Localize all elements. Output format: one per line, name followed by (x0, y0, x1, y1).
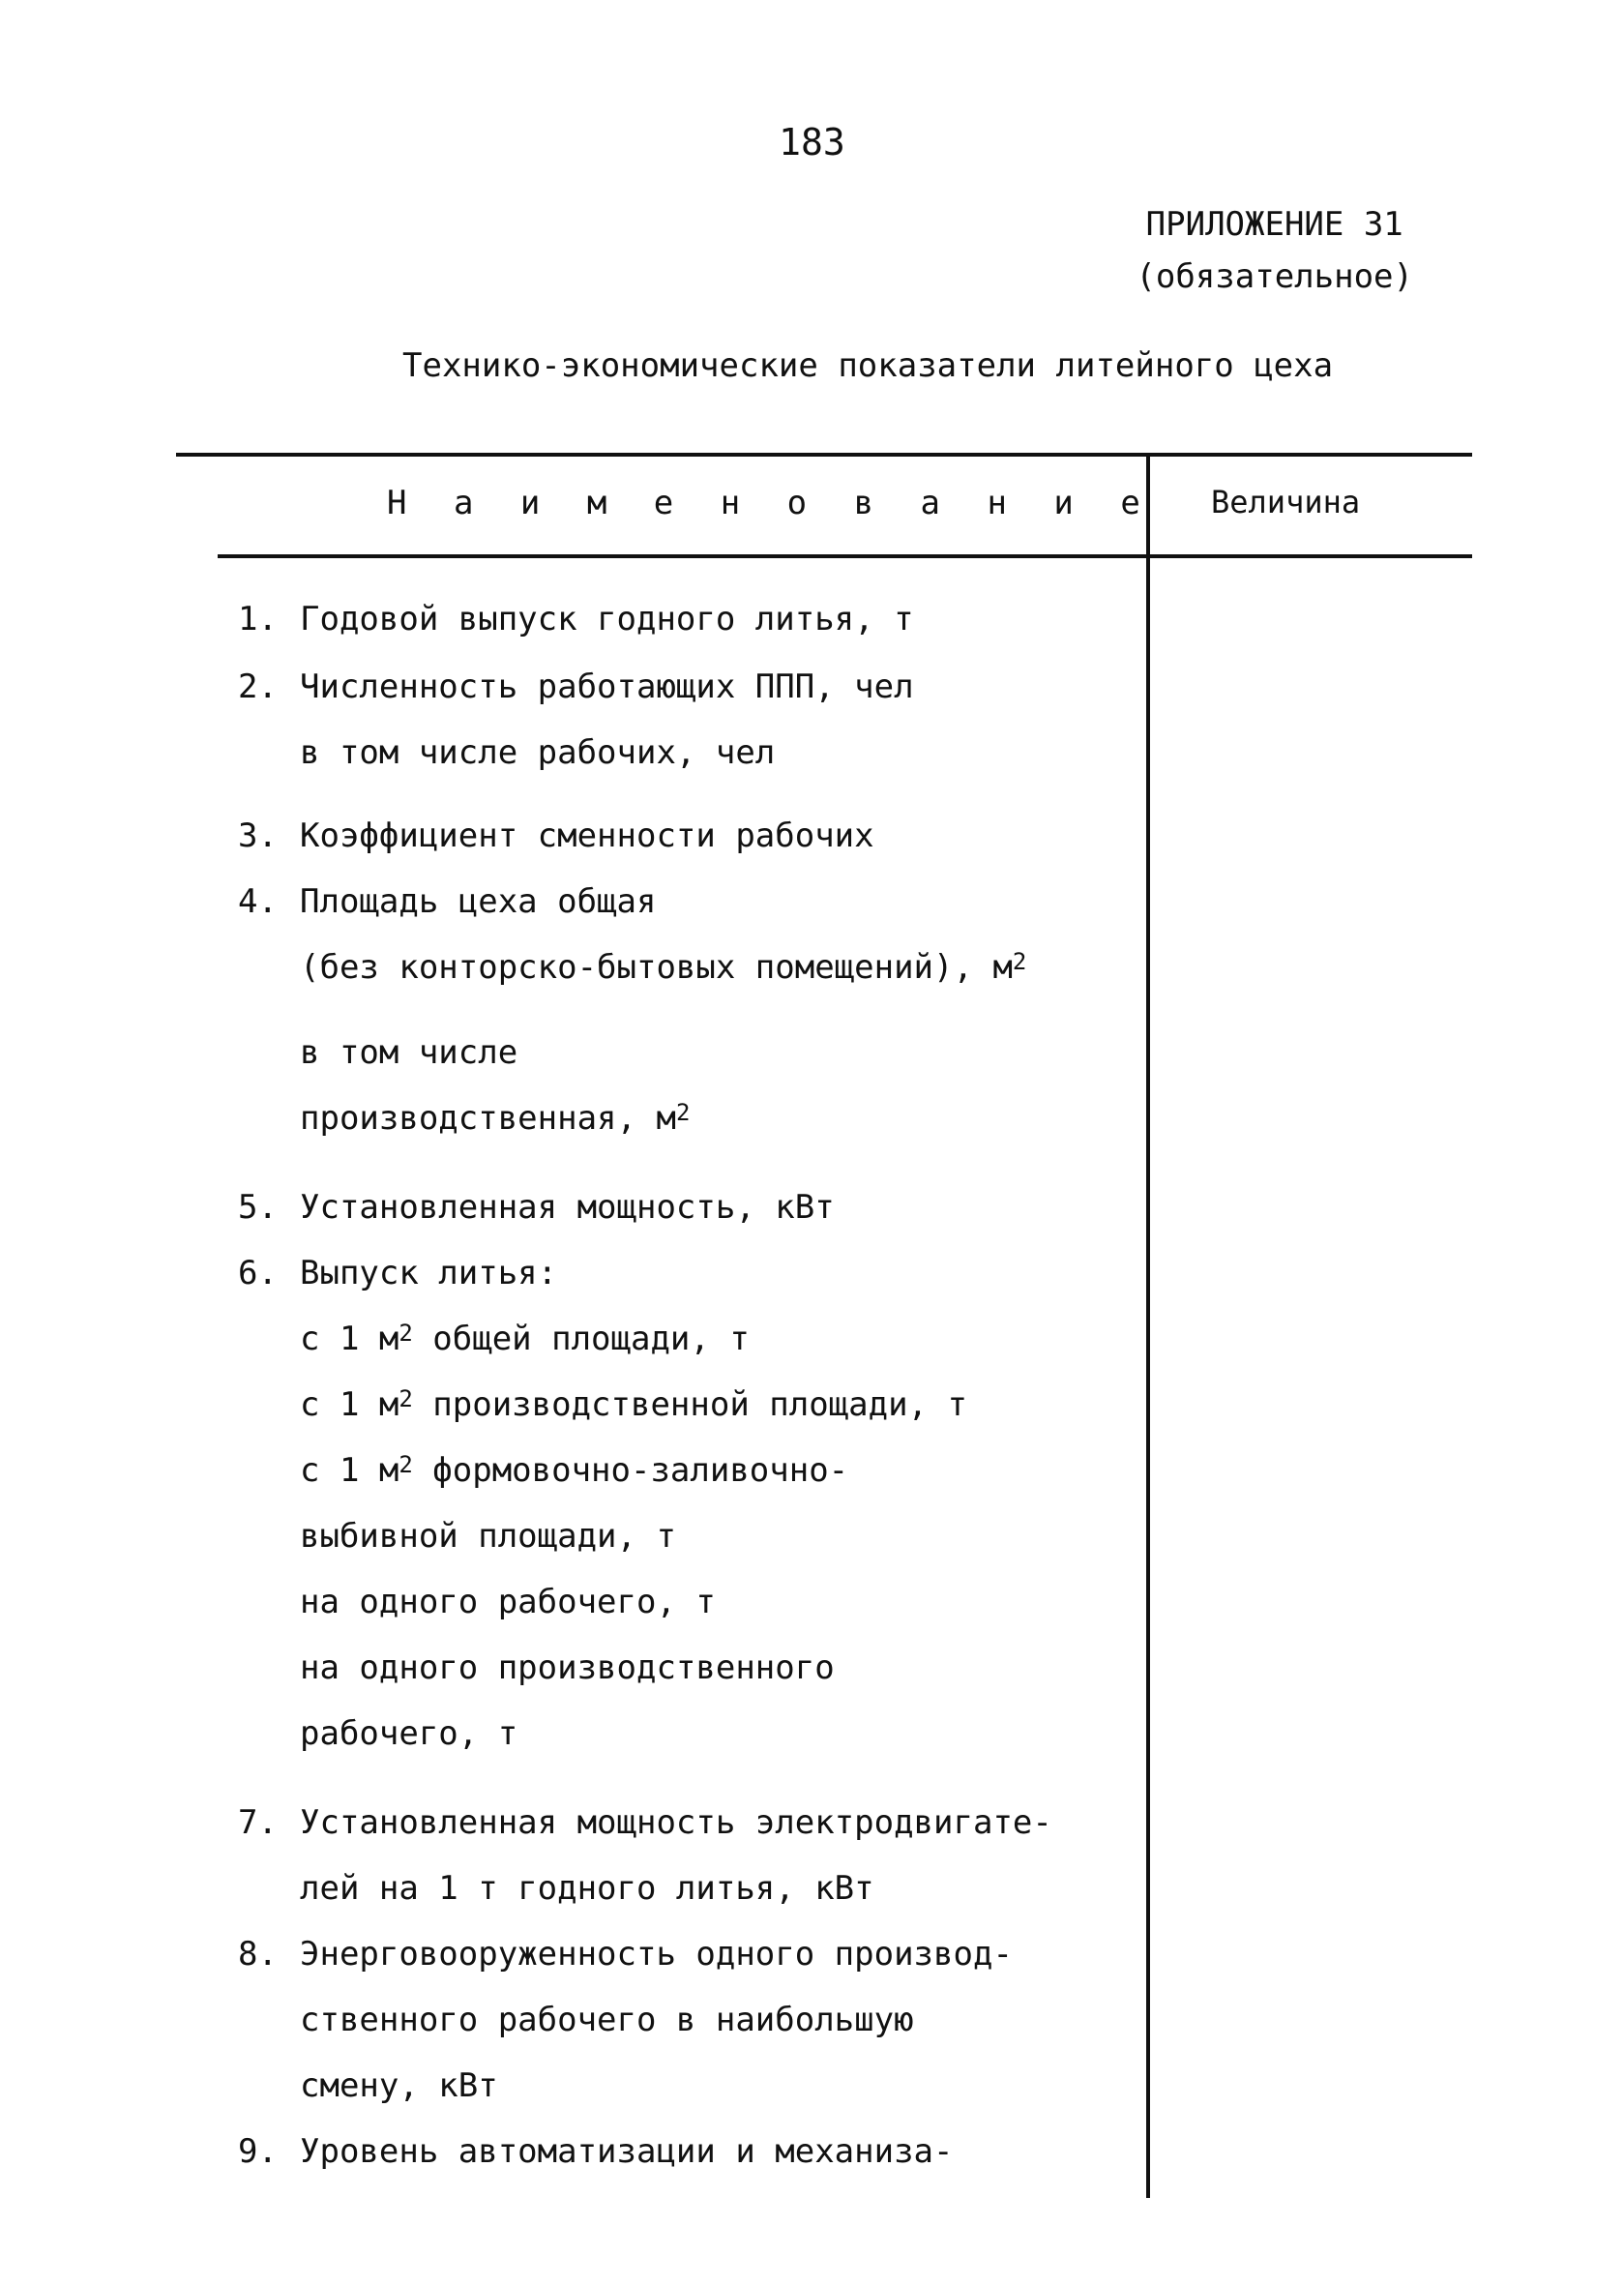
row-label: Коэффициент сменности рабочих (300, 816, 874, 855)
row-label: Установленная мощность, кВт (300, 1188, 835, 1227)
row-label: в том числе (300, 1033, 518, 1072)
document-title: Технико-экономические показатели литейного цеха (402, 346, 1334, 385)
appendix-block (1136, 198, 1413, 303)
row-label: рабочего, т (300, 1714, 518, 1753)
row-label: с 1 $м^2$ общей площади, т (300, 1320, 750, 1358)
row-label: Энерговооруженность одного производ- (300, 1935, 1013, 1974)
row-label: Годовой выпуск годного литья, т (300, 600, 914, 638)
superscript: 2 (399, 1451, 413, 1478)
row-label: на одного производственного (300, 1648, 835, 1687)
superscript: 2 (399, 1320, 413, 1347)
row-number: 9. (238, 2132, 278, 2171)
column-header-name: Н а и м е н о в а н и е (387, 484, 1154, 522)
row-label: (без конторско-бытовых помещений), $м^2$ (300, 948, 1027, 987)
row-label: на одного рабочего, т (300, 1583, 716, 1621)
column-header-value: Величина (1211, 484, 1361, 520)
row-number: 5. (238, 1188, 278, 1227)
superscript: 2 (675, 1099, 691, 1126)
appendix-subtitle: (обязательное) (1136, 257, 1413, 296)
row-label: лей на 1 т годного литья, кВт (300, 1869, 874, 1908)
row-label: с 1 $м^2$ формовочно-заливочно- (300, 1451, 849, 1490)
superscript: 2 (1012, 948, 1027, 975)
row-number: 3. (238, 816, 278, 855)
row-label: смену, кВт (300, 2066, 498, 2105)
superscript: 2 (399, 1385, 413, 1412)
row-label: Численность работающих ППП, чел (300, 668, 914, 706)
row-label: выбивной площади, т (300, 1517, 676, 1556)
row-number: 2. (238, 668, 278, 706)
row-number: 1. (238, 600, 278, 638)
row-number: 4. (238, 882, 278, 921)
row-label: в том числе рабочих, чел (300, 733, 776, 772)
table-header-rule (218, 554, 1472, 558)
row-label: Уровень автоматизации и механиза- (300, 2132, 954, 2171)
row-label: Установленная мощность электродвигате- (300, 1803, 1052, 1842)
row-label: с 1 $м^2$ производственной площади, т (300, 1385, 967, 1424)
row-label: производственная, $м^2$ (300, 1099, 691, 1138)
row-number: 8. (238, 1935, 278, 1974)
row-label: Площадь цеха общая (300, 882, 657, 921)
row-label: Выпуск литья: (300, 1254, 558, 1292)
appendix-title: ПРИЛОЖЕНИЕ 31 (1145, 205, 1403, 244)
row-number: 6. (238, 1254, 278, 1292)
page-number: 183 (779, 121, 845, 163)
row-number: 7. (238, 1803, 278, 1842)
table-top-rule (176, 453, 1472, 457)
row-label: ственного рабочего в наибольшую (300, 2001, 914, 2039)
table-column-divider (1146, 457, 1150, 2198)
